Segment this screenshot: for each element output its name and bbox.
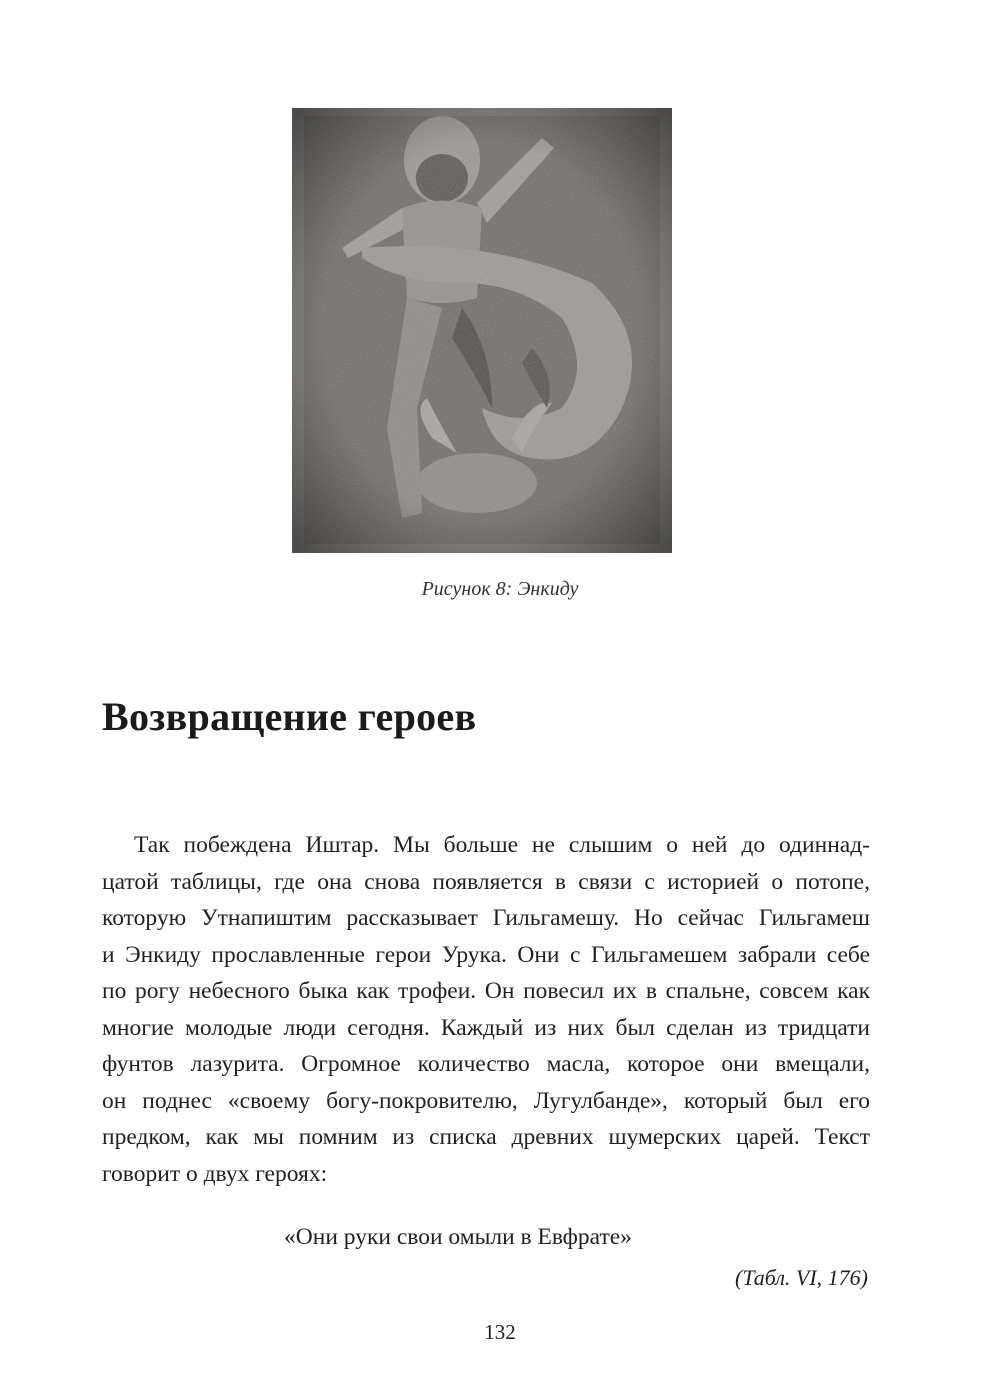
- paragraph-line: и Энкиду прославленные герои Урука. Они с Гильгамешем забрали себе: [102, 941, 870, 968]
- section-heading: Возвращение героев: [102, 694, 477, 739]
- paragraph-line: предком, как мы помним из списка древних шумерских царей. Текст: [102, 1124, 870, 1150]
- page-number: 132: [484, 1320, 516, 1344]
- paragraph-line: многие молодые люди сегодня. Каждый из них был сделан из тридцати: [102, 1014, 870, 1041]
- paragraph-line: которую Утнапиштим рассказывает Гильгамешу. Но сейчас Гильгамеш: [102, 905, 870, 931]
- relief-image: [292, 108, 672, 553]
- paragraph-line: по рогу небесного быка как трофеи. Он повесил их в спальне, совсем как: [102, 978, 870, 1004]
- figure-caption: Рисунок 8: Энкиду: [421, 578, 579, 600]
- paragraph-line: говорит о двух героях:: [102, 1160, 328, 1187]
- figure-image: [292, 108, 672, 553]
- quotation: «Они руки свои омыли в Евфрате»: [284, 1224, 632, 1250]
- paragraph-line: он поднес «своему богу-покровителю, Лугулбанде», который был его: [102, 1087, 870, 1114]
- quotation-reference: (Табл. VI, 176): [735, 1265, 868, 1290]
- paragraph-line: фунтов лазурита. Огромное количество масла, которое они вмещали,: [102, 1051, 870, 1077]
- paragraph-line: Так побеждена Иштар. Мы больше не слышим о ней до одиннад-: [134, 832, 870, 858]
- body-paragraph: [102, 827, 870, 1192]
- paragraph-line: цатой таблицы, где она снова появляется в связи с историей о потопе,: [102, 868, 870, 895]
